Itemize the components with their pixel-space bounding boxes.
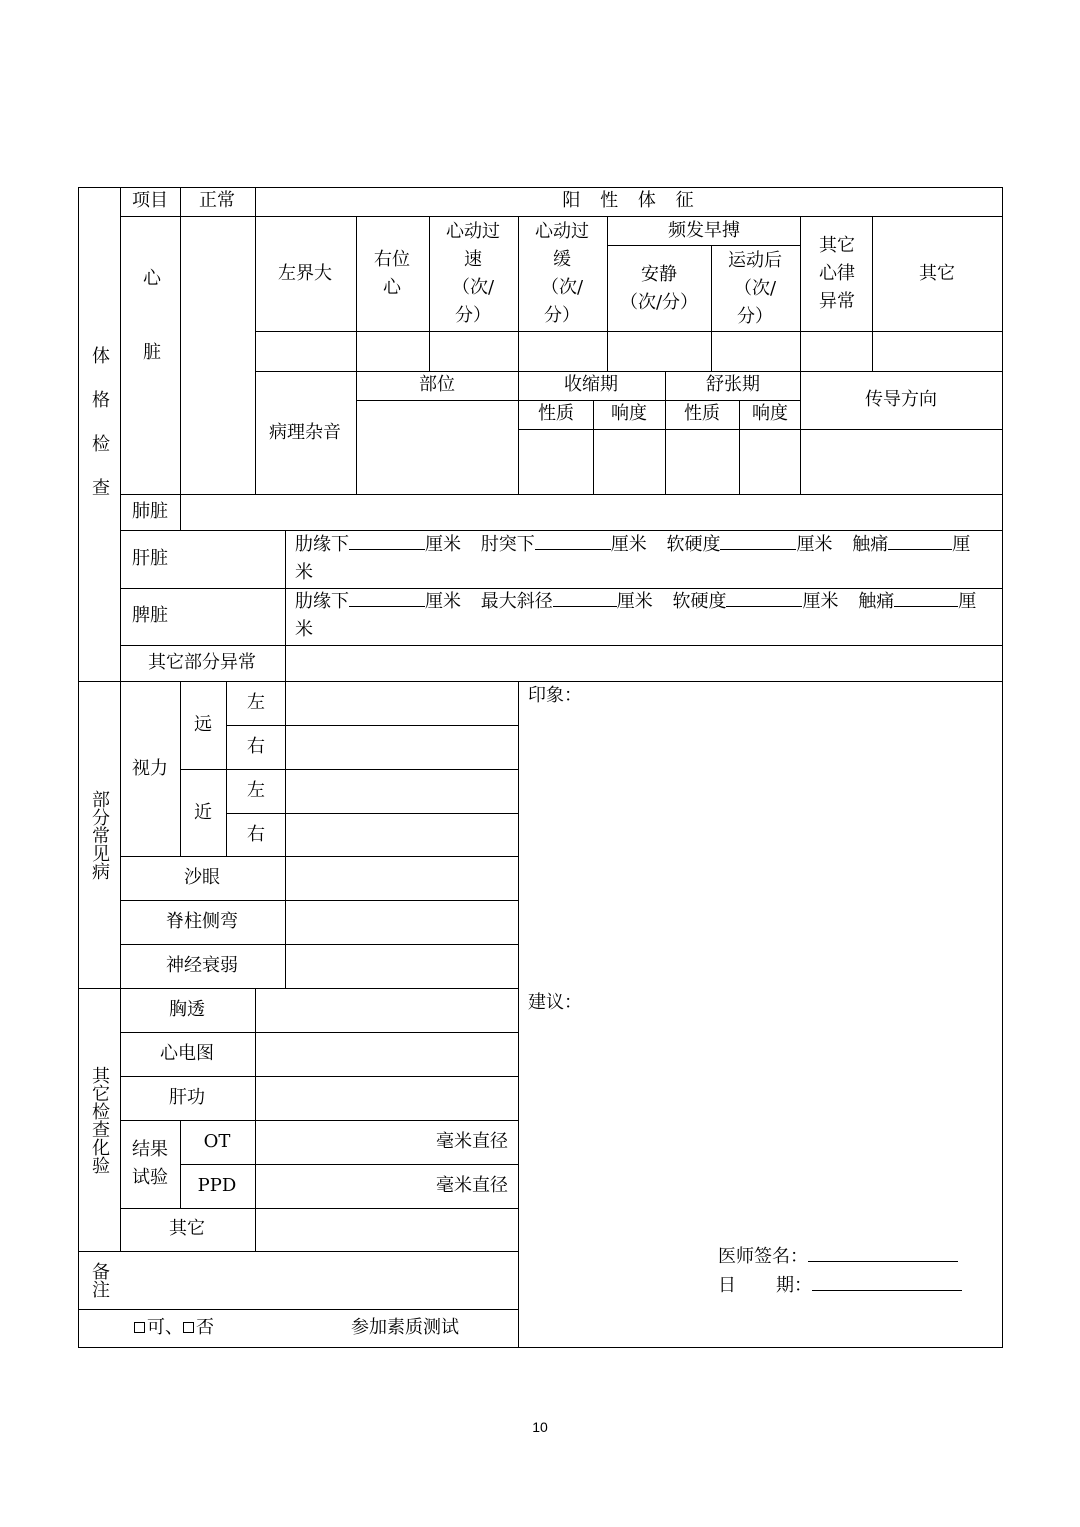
rule	[800, 216, 801, 371]
rule	[739, 400, 740, 495]
rule	[120, 1076, 518, 1077]
scoliosis-label: 脊柱侧弯	[166, 911, 238, 932]
rule	[120, 494, 1002, 495]
rule	[518, 216, 519, 371]
rule	[226, 725, 518, 726]
rule	[1002, 187, 1003, 1348]
liver-unit-wrap: 米	[295, 562, 313, 583]
rule	[285, 681, 286, 989]
header-normal: 正常	[199, 190, 235, 211]
result-test-label: 结果 试验	[132, 1139, 168, 1188]
systolic-nature: 性质	[538, 403, 574, 424]
vision-far-left: 左	[247, 692, 265, 713]
diastolic-nature: 性质	[684, 403, 720, 424]
rule	[285, 530, 286, 682]
vision-far-right: 右	[247, 736, 265, 757]
rule	[356, 400, 800, 401]
rule	[120, 944, 518, 945]
rule	[518, 429, 800, 430]
remarks-label: 备注	[89, 1262, 110, 1298]
heart-right-position: 右位 心	[374, 249, 410, 298]
liver-measures: 肋缘下 厘米 肘突下 厘米 软硬度 厘米 触痛 厘	[295, 531, 970, 559]
fitness-test-label: 参加素质测试	[351, 1317, 459, 1338]
rule	[120, 900, 518, 901]
rule	[180, 769, 518, 770]
chest-xray-label: 胸透	[169, 999, 205, 1020]
rule	[120, 1032, 518, 1033]
rule	[78, 1347, 1002, 1348]
rule	[226, 813, 518, 814]
trachoma-label: 沙眼	[184, 867, 220, 888]
liver-label: 肝脏	[132, 548, 168, 569]
rule	[665, 371, 666, 495]
fitness-options: 可、 否	[134, 1314, 214, 1342]
spleen-label: 脾脏	[132, 605, 168, 626]
liver-function-label: 肝功	[169, 1087, 205, 1108]
diastolic-loudness: 响度	[752, 403, 788, 424]
murmur-conduction: 传导方向	[865, 389, 937, 410]
ot-label: OT	[203, 1131, 231, 1152]
rule	[78, 1309, 518, 1310]
rule	[356, 216, 357, 371]
vision-far: 远	[194, 714, 212, 735]
ecg-label: 心电图	[160, 1043, 214, 1064]
signature-date: 日 期：	[718, 1272, 962, 1300]
ot-unit: 毫米直径	[436, 1131, 508, 1152]
rule	[120, 1208, 518, 1209]
rule	[518, 681, 519, 1348]
heart-other-rhythm: 其它 心律 异常	[819, 235, 855, 312]
rule	[180, 187, 181, 495]
section-physical: 体格检查	[89, 346, 110, 522]
heart-murmur: 病理杂音	[269, 422, 341, 443]
header-positive-signs: 阳 性 体 征	[562, 190, 694, 211]
heart-other: 其它	[919, 263, 955, 284]
heart-premature-beats: 频发早搏	[668, 220, 740, 241]
page-number: 10	[532, 1419, 548, 1435]
rule	[255, 331, 1002, 332]
rule	[120, 216, 1002, 217]
fitness-yes-checkbox[interactable]	[134, 1322, 145, 1333]
rule	[255, 187, 256, 495]
ppd-unit: 毫米直径	[436, 1175, 508, 1196]
systolic-loudness: 响度	[611, 403, 647, 424]
rule	[800, 371, 801, 495]
rule	[78, 988, 518, 989]
rule	[180, 1164, 518, 1165]
rule	[180, 494, 181, 531]
fitness-no-checkbox[interactable]	[183, 1322, 194, 1333]
doctor-signature: 医师签名：	[718, 1243, 958, 1271]
rule	[120, 187, 121, 1252]
rule	[711, 245, 712, 371]
heart-bradycardia: 心动过 缓 （次/ 分）	[535, 221, 589, 326]
spleen-measures: 肋缘下 厘米 最大斜径 厘米 软硬度 厘米 触痛 厘	[295, 588, 976, 616]
rule	[78, 187, 79, 1348]
rule	[255, 371, 1002, 372]
section-common-diseases: 部分常见病	[89, 790, 110, 880]
spleen-unit-wrap: 米	[295, 619, 313, 640]
vision-label: 视力	[132, 758, 168, 779]
murmur-position: 部位	[419, 374, 455, 395]
rule	[800, 429, 1002, 430]
rule	[607, 245, 800, 246]
vision-near-left: 左	[247, 780, 265, 801]
rule	[78, 1251, 518, 1252]
header-item: 项目	[132, 190, 168, 211]
advice-label: 建议：	[528, 992, 582, 1013]
vision-near: 近	[194, 802, 212, 823]
date-line[interactable]	[812, 1272, 962, 1291]
rule	[180, 1120, 181, 1208]
impression-label: 印象：	[528, 685, 582, 706]
neurasthenia-label: 神经衰弱	[166, 955, 238, 976]
ppd-label: PPD	[197, 1175, 237, 1196]
rule	[518, 371, 519, 495]
heart-left-enlarge: 左界大	[278, 263, 332, 284]
rule	[180, 681, 181, 857]
heart-post-exercise: 运动后 （次/ 分）	[728, 250, 782, 327]
rule	[255, 988, 256, 1252]
rule	[120, 645, 1002, 646]
heart-tachycardia: 心动过 速 （次/ 分）	[446, 221, 500, 326]
rule	[872, 216, 873, 371]
rule	[607, 216, 608, 371]
doctor-signature-line[interactable]	[808, 1243, 958, 1262]
murmur-systolic: 收缩期	[564, 374, 618, 395]
heart-label: 心脏	[140, 268, 161, 416]
rule	[593, 400, 594, 495]
other-abnormal-label: 其它部分异常	[148, 652, 256, 673]
vision-near-right: 右	[247, 824, 265, 845]
rule	[226, 681, 227, 857]
heart-rest: 安静 （次/分）	[619, 264, 699, 313]
other-test-label: 其它	[169, 1218, 205, 1239]
rule	[429, 216, 430, 371]
rule	[356, 371, 357, 495]
section-other-tests: 其它检查化验	[89, 1066, 110, 1174]
murmur-diastolic: 舒张期	[706, 374, 760, 395]
lung-label: 肺脏	[132, 501, 168, 522]
